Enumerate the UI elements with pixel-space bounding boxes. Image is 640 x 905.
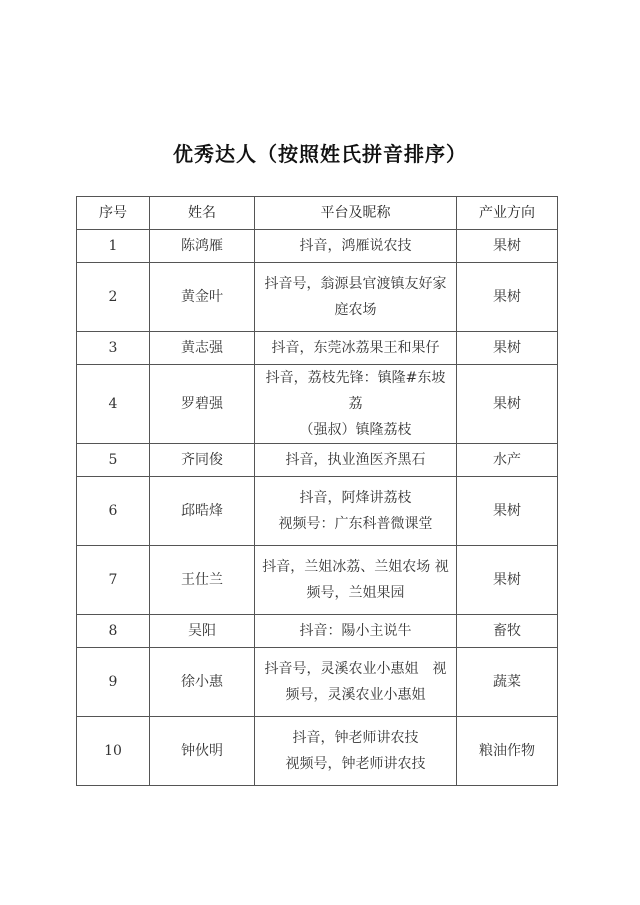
cell-platform <box>255 648 457 717</box>
cell-platform <box>255 615 457 648</box>
platform-line: 庭农场 <box>334 302 377 318</box>
document-title: 优秀达人（按照姓氏拼音排序） <box>173 142 467 166</box>
header-name: 姓名 <box>150 197 255 230</box>
platform-line: 频号，灵溪农业小惠姐 <box>285 687 426 703</box>
cell-platform <box>255 230 457 263</box>
cell-number: 10 <box>77 717 150 786</box>
cell-number: 9 <box>77 648 150 717</box>
table-row <box>77 365 558 444</box>
header-platform: 平台及昵称 <box>255 197 457 230</box>
cell-platform <box>255 332 457 365</box>
cell-platform <box>255 546 457 615</box>
experts-table <box>76 196 558 786</box>
platform-line: 抖音，阿烽讲荔枝 <box>299 490 412 506</box>
cell-name: 王仕兰 <box>150 546 255 615</box>
table-row <box>77 546 558 615</box>
platform-line: 抖音号，灵溪农业小惠姐 视 <box>264 661 447 677</box>
cell-number: 3 <box>77 332 150 365</box>
cell-number: 4 <box>77 365 150 444</box>
table-row <box>77 444 558 477</box>
platform-line: （强叔）镇隆荔枝 <box>299 422 412 438</box>
cell-name: 罗碧强 <box>150 365 255 444</box>
cell-industry: 果树 <box>457 546 558 615</box>
table-row <box>77 717 558 786</box>
platform-line: 抖音：陽小主说牛 <box>299 623 412 639</box>
table-row <box>77 648 558 717</box>
cell-number: 6 <box>77 477 150 546</box>
cell-name: 陈鸿雁 <box>150 230 255 263</box>
cell-number: 1 <box>77 230 150 263</box>
cell-name: 吴阳 <box>150 615 255 648</box>
cell-platform <box>255 263 457 332</box>
cell-number: 5 <box>77 444 150 477</box>
header-number: 序号 <box>77 197 150 230</box>
cell-industry: 畜牧 <box>457 615 558 648</box>
cell-industry: 果树 <box>457 332 558 365</box>
platform-line: 频号，兰姐果园 <box>306 585 405 601</box>
cell-industry: 粮油作物 <box>457 717 558 786</box>
platform-line: 抖音，鸿雁说农技 <box>299 238 412 254</box>
platform-line: 视频号：广东科普微课堂 <box>278 516 433 532</box>
table-row <box>77 263 558 332</box>
header-industry: 产业方向 <box>457 197 558 230</box>
cell-name: 齐同俊 <box>150 444 255 477</box>
cell-industry: 果树 <box>457 477 558 546</box>
cell-platform <box>255 717 457 786</box>
cell-industry: 蔬菜 <box>457 648 558 717</box>
cell-name: 邱晧烽 <box>150 477 255 546</box>
cell-name: 徐小惠 <box>150 648 255 717</box>
cell-number: 8 <box>77 615 150 648</box>
platform-line: 抖音，兰姐冰荔、兰姐农场 视 <box>262 559 449 575</box>
cell-platform <box>255 444 457 477</box>
cell-platform <box>255 365 457 444</box>
table-row <box>77 332 558 365</box>
cell-industry: 果树 <box>457 230 558 263</box>
cell-industry: 果树 <box>457 365 558 444</box>
cell-name: 黄志强 <box>150 332 255 365</box>
table-row <box>77 230 558 263</box>
platform-line: 抖音，钟老师讲农技 <box>292 730 419 746</box>
platform-line: 抖音号，翁源县官渡镇友好家 <box>264 276 447 292</box>
platform-line: 抖音，执业渔医齐黑石 <box>285 452 426 468</box>
table-row <box>77 615 558 648</box>
platform-line: 视频号，钟老师讲农技 <box>285 756 426 772</box>
platform-line: 抖音，荔枝先锋：镇隆#东坡荔 <box>265 370 446 412</box>
cell-industry: 水产 <box>457 444 558 477</box>
table-row <box>77 477 558 546</box>
cell-industry: 果树 <box>457 263 558 332</box>
cell-number: 2 <box>77 263 150 332</box>
cell-platform <box>255 477 457 546</box>
platform-line: 抖音，东莞冰荔果王和果仔 <box>271 340 440 356</box>
cell-name: 钟伙明 <box>150 717 255 786</box>
cell-name: 黄金叶 <box>150 263 255 332</box>
cell-number: 7 <box>77 546 150 615</box>
table-header-row <box>77 197 558 230</box>
